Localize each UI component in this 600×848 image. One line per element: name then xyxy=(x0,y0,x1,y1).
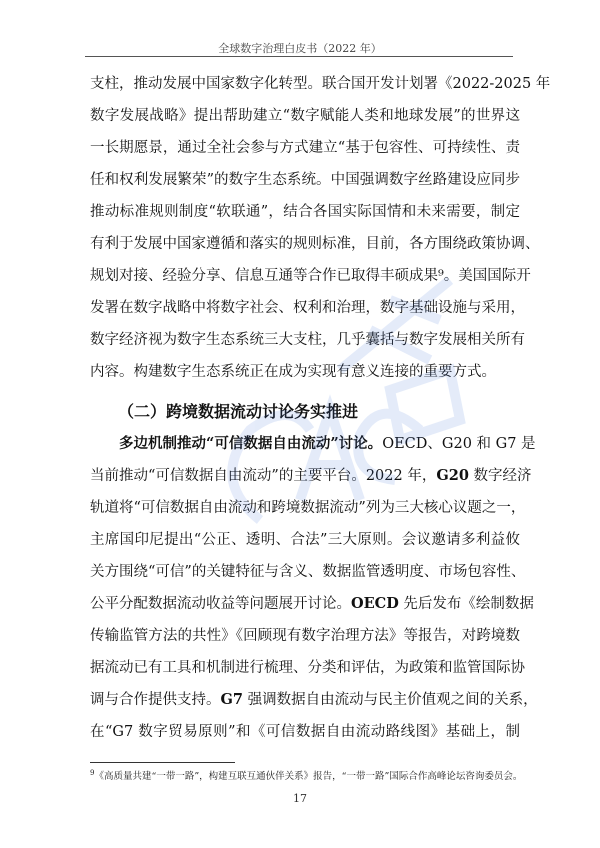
text-line: 主席国印尼提出“公正、透明、合法”三大原则。会议邀请多利益攸 xyxy=(90,532,520,548)
text-line xyxy=(90,460,532,492)
bold-term: G7 xyxy=(220,691,243,708)
page-number: 17 xyxy=(293,792,307,805)
footnote-marker: 9 xyxy=(90,769,95,777)
footnote-rule xyxy=(90,762,235,763)
text-run: 强调数据自由流动与民主价值观之间的关系， xyxy=(242,692,538,708)
text-line: 任和权利发展繁荣”的数字生态系统。中国强调数字丝路建设应同步 xyxy=(90,172,520,188)
text-line: 规划对接、经验分享、信息互通等合作已取得丰硕成果⁹。美国国际开 xyxy=(90,268,531,284)
bold-term: OECD xyxy=(351,595,399,612)
bold-lead: 多边机制推动“可信数据自由流动”讨论。 xyxy=(119,435,383,452)
text-line: 据流动已有工具和机制进行梳理、分类和评估，为政策和监管国际协 xyxy=(90,660,525,676)
text-line: 发署在数字战略中将数字社会、权利和治理，数字基础设施与采用， xyxy=(90,300,525,316)
paragraph-1 xyxy=(90,68,551,388)
running-header: 全球数字治理白皮书（2022 年） xyxy=(218,42,382,55)
paragraph-2 xyxy=(90,428,538,748)
header-rule xyxy=(85,56,513,57)
text-line: 在“G7 数字贸易原则”和《可信数据自由流动路线图》基础上，制 xyxy=(90,724,520,740)
text-line: 数字发展战略》提出帮助建立“数字赋能人类和地球发展”的世界这 xyxy=(90,108,520,124)
section-heading: （二）跨境数据流动讨论务实推进 xyxy=(118,402,359,421)
footnote xyxy=(90,766,522,784)
text-line: 内容。构建数字生态系统正在成为实现有意义连接的重要方式。 xyxy=(90,364,496,380)
text-line: 轨道将“可信数据自由流动和跨境数据流动”列为三大核心议题之一， xyxy=(90,500,526,516)
text-line: 支柱，推动发展中国家数字化转型。联合国开发计划署《2022-2025 年 xyxy=(90,76,551,92)
text-line: 有利于发展中国家遵循和落实的规则标准，目前，各方围绕政策协调、 xyxy=(90,236,540,252)
text-run: 当前推动“可信数据自由流动”的主要平台。2022 年， xyxy=(90,468,437,484)
text-line xyxy=(90,428,536,460)
text-run: 调与合作提供支持。 xyxy=(90,692,221,708)
text-line: 数字经济视为数字生态系统三大支柱，几乎囊括与数字发展相关所有 xyxy=(90,332,525,348)
text-line: 一长期愿景，通过全社会参与方式建立“基于包容性、可持续性、责 xyxy=(90,140,520,156)
text-line: 传输监管方法的共性》《回顾现有数字治理方法》等报告，对跨境数 xyxy=(90,628,520,644)
text-run: 数字经济 xyxy=(468,468,532,484)
text-line: 关方围绕“可信”的关键特征与含义、数据监管透明度、市场包容性、 xyxy=(90,564,526,580)
footnote-text: 《高质量共建“一带一路”，构建互联互通伙伴关系》报告，“一带一路”国际合作高峰论坛咨询委员会。 xyxy=(94,771,523,783)
text-run: 先后发布《绘制数据 xyxy=(398,596,534,612)
text-run: 公平分配数据流动收益等问题展开讨论。 xyxy=(90,596,351,612)
text-line xyxy=(90,588,534,620)
text-run: OECD、G20 和 G7 是 xyxy=(382,436,536,452)
text-line xyxy=(90,684,538,716)
text-line: 推动标准规则制度“软联通”，结合各国实际国情和未来需要，制定 xyxy=(90,204,520,220)
bold-term: G20 xyxy=(436,467,469,484)
